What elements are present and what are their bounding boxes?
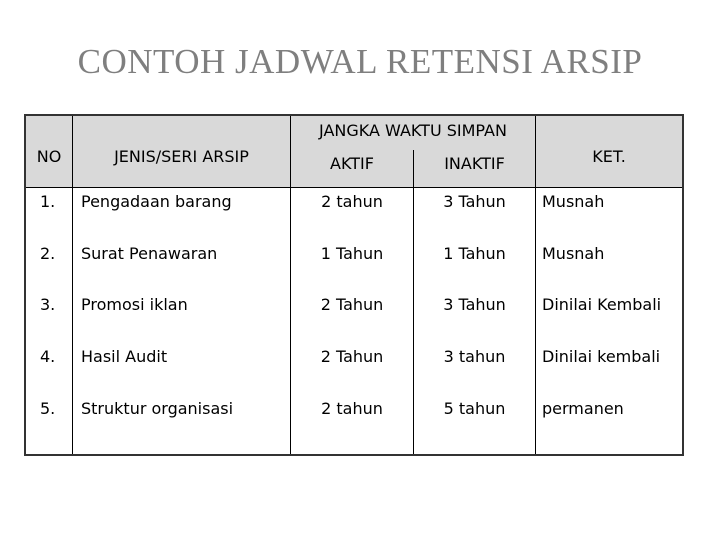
table-row-1-inaktif: 3 Tahun	[443, 192, 506, 211]
table-row-4-jenis: Hasil Audit	[81, 347, 168, 366]
table-row-3-jenis: Promosi iklan	[81, 295, 188, 314]
table-row-5-jenis: Struktur organisasi	[81, 399, 234, 418]
page-title: CONTOH JADWAL RETENSI ARSIP	[77, 42, 643, 81]
header-jenis: JENIS/SERI ARSIP	[114, 147, 249, 166]
table-row-2-ket: Musnah	[542, 244, 605, 263]
header-no: NO	[36, 147, 62, 166]
table-row-3-aktif: 2 Tahun	[320, 295, 384, 314]
header-ket: KET.	[592, 147, 626, 166]
table-row-4-ket: Dinilai kembali	[542, 347, 661, 366]
table-row-4-aktif: 2 Tahun	[320, 347, 384, 366]
table-row-5-ket: permanen	[542, 399, 624, 418]
header-inaktif: INAKTIF	[444, 154, 505, 173]
table-row-2-inaktif: 1 Tahun	[443, 244, 506, 263]
header-aktif: AKTIF	[330, 154, 374, 173]
table-row-1-jenis: Pengadaan barang	[81, 192, 232, 211]
table-row-2-no: 2.	[40, 244, 56, 263]
table-row-4-no: 4.	[40, 347, 56, 366]
retention-schedule-table	[24, 114, 684, 456]
table-row-3-inaktif: 3 Tahun	[443, 295, 506, 314]
table-row-4-inaktif: 3 tahun	[443, 347, 506, 366]
table-row-3-no: 3.	[40, 295, 56, 314]
grid-line-below-header	[26, 187, 682, 188]
table-row-5-no: 5.	[40, 399, 56, 418]
table-row-2-jenis: Surat Penawaran	[81, 244, 218, 263]
table-row-1-no: 1.	[40, 192, 56, 211]
table-row-5-inaktif: 5 tahun	[443, 399, 506, 418]
table-row-1-aktif: 2 tahun	[321, 192, 383, 211]
table-row-3-ket: Dinilai Kembali	[542, 295, 662, 314]
header-jangka-waktu: JANGKA WAKTU SIMPAN	[319, 121, 507, 140]
table-row-2-aktif: 1 Tahun	[320, 244, 384, 263]
table-row-5-aktif: 2 tahun	[321, 399, 383, 418]
table-row-1-ket: Musnah	[542, 192, 605, 211]
